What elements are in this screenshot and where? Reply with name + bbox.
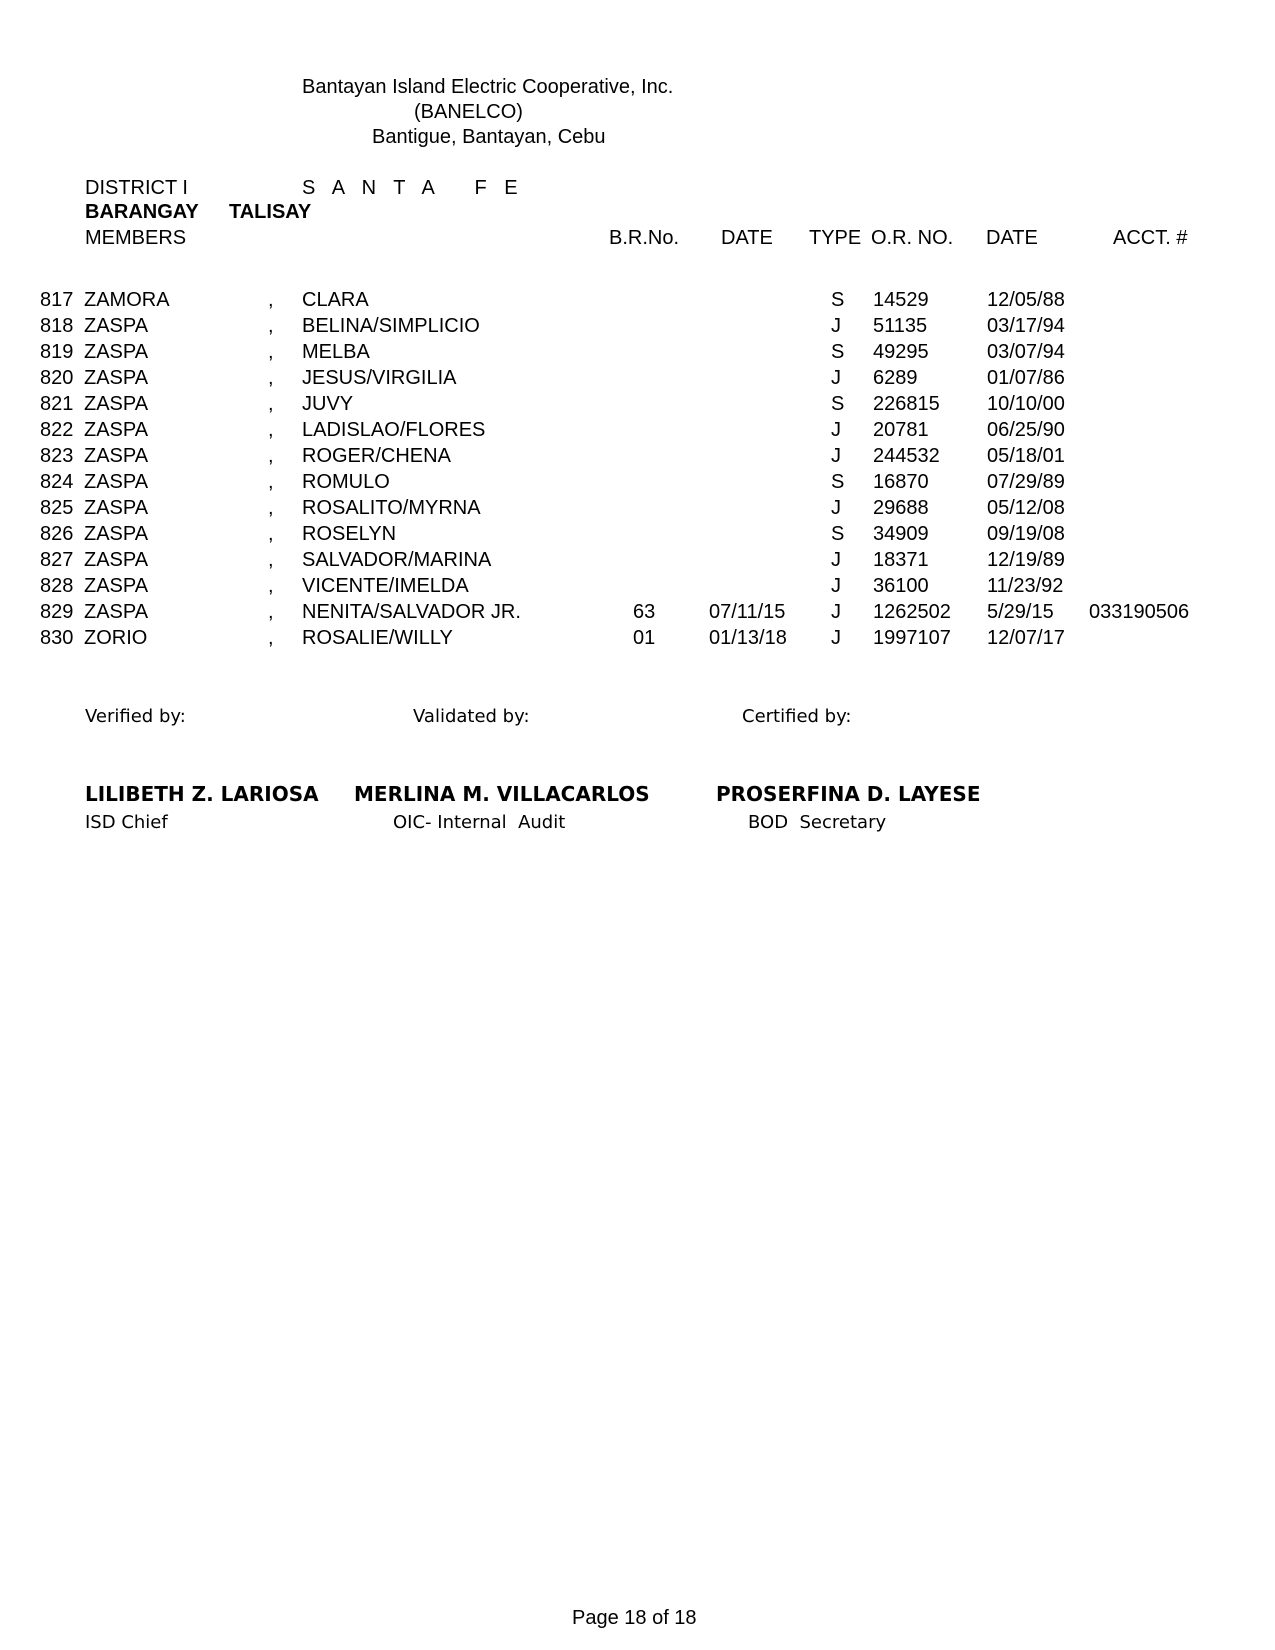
- member-last-name: ZASPA: [84, 315, 149, 337]
- row-number: 829: [40, 601, 74, 623]
- validated-title: OIC- Internal Audit: [393, 812, 566, 833]
- member-last-name: ZASPA: [84, 549, 149, 571]
- member-type: J: [831, 419, 841, 441]
- member-first-name: BELINA/SIMPLICIO: [302, 315, 480, 337]
- member-type: J: [831, 549, 841, 571]
- table-row: [0, 418, 1275, 444]
- certified-name: PROSERFINA D. LAYESE: [716, 782, 981, 806]
- member-type: S: [831, 289, 845, 311]
- name-separator: ,: [268, 419, 274, 441]
- member-first-name: ROMULO: [302, 471, 390, 493]
- col-acct: ACCT. #: [1113, 227, 1188, 249]
- certified-label: Certified by:: [742, 706, 852, 727]
- member-last-name: ZASPA: [84, 575, 149, 597]
- name-separator: ,: [268, 601, 274, 623]
- certified-title: BOD Secretary: [748, 812, 887, 833]
- or-number: 49295: [873, 341, 929, 363]
- row-number: 822: [40, 419, 74, 441]
- or-date: 07/29/89: [987, 471, 1065, 493]
- or-number: 18371: [873, 549, 929, 571]
- member-type: S: [831, 523, 845, 545]
- col-type: TYPE: [809, 227, 862, 249]
- member-first-name: VICENTE/IMELDA: [302, 575, 469, 597]
- member-last-name: ZAMORA: [84, 289, 170, 311]
- member-type: S: [831, 341, 845, 363]
- or-date: 09/19/08: [987, 523, 1065, 545]
- row-number: 824: [40, 471, 74, 493]
- row-number: 828: [40, 575, 74, 597]
- member-type: S: [831, 393, 845, 415]
- org-address: Bantigue, Bantayan, Cebu: [372, 126, 606, 148]
- col-or-no: O.R. NO.: [871, 227, 954, 249]
- row-number: 819: [40, 341, 74, 363]
- col-date2: DATE: [986, 227, 1038, 249]
- member-last-name: ZASPA: [84, 419, 149, 441]
- validated-label: Validated by:: [413, 706, 530, 727]
- or-number: 36100: [873, 575, 929, 597]
- member-last-name: ZASPA: [84, 601, 149, 623]
- or-number: 6289: [873, 367, 918, 389]
- page-number: Page 18 of 18: [572, 1607, 697, 1629]
- br-date: 07/11/15: [709, 601, 786, 623]
- validated-name: MERLINA M. VILLACARLOS: [354, 782, 650, 806]
- members-table: [0, 288, 1275, 652]
- member-type: J: [831, 445, 841, 467]
- or-number: 226815: [873, 393, 940, 415]
- name-separator: ,: [268, 523, 274, 545]
- member-type: J: [831, 315, 841, 337]
- or-date: 11/23/92: [987, 575, 1064, 597]
- table-row: [0, 626, 1275, 652]
- member-first-name: JESUS/VIRGILIA: [302, 367, 457, 389]
- member-last-name: ZASPA: [84, 445, 149, 467]
- barangay-label: BARANGAY: [85, 201, 199, 223]
- or-date: 10/10/00: [987, 393, 1065, 415]
- name-separator: ,: [268, 497, 274, 519]
- or-date: 12/19/89: [987, 549, 1065, 571]
- name-separator: ,: [268, 445, 274, 467]
- table-row: [0, 366, 1275, 392]
- verified-name: LILIBETH Z. LARIOSA: [85, 782, 319, 806]
- member-first-name: ROSALITO/MYRNA: [302, 497, 481, 519]
- member-last-name: ZASPA: [84, 523, 149, 545]
- row-number: 821: [40, 393, 74, 415]
- or-number: 14529: [873, 289, 929, 311]
- name-separator: ,: [268, 315, 274, 337]
- or-number: 1997107: [873, 627, 951, 649]
- table-row: [0, 470, 1275, 496]
- row-number: 826: [40, 523, 74, 545]
- row-number: 825: [40, 497, 74, 519]
- row-number: 830: [40, 627, 74, 649]
- name-separator: ,: [268, 627, 274, 649]
- or-date: 5/29/15: [987, 601, 1054, 623]
- member-last-name: ZASPA: [84, 367, 149, 389]
- or-number: 16870: [873, 471, 929, 493]
- or-date: 05/12/08: [987, 497, 1065, 519]
- member-last-name: ZASPA: [84, 471, 149, 493]
- name-separator: ,: [268, 393, 274, 415]
- member-first-name: CLARA: [302, 289, 369, 311]
- member-first-name: SALVADOR/MARINA: [302, 549, 492, 571]
- member-type: J: [831, 601, 841, 623]
- table-row: [0, 392, 1275, 418]
- or-date: 12/05/88: [987, 289, 1065, 311]
- row-number: 827: [40, 549, 74, 571]
- table-row: [0, 496, 1275, 522]
- member-first-name: ROSELYN: [302, 523, 397, 545]
- name-separator: ,: [268, 575, 274, 597]
- org-abbrev: (BANELCO): [414, 101, 523, 123]
- or-number: 244532: [873, 445, 940, 467]
- or-date: 05/18/01: [987, 445, 1065, 467]
- member-type: J: [831, 367, 841, 389]
- or-number: 29688: [873, 497, 929, 519]
- table-row: [0, 288, 1275, 314]
- or-date: 06/25/90: [987, 419, 1065, 441]
- member-type: S: [831, 471, 845, 493]
- table-row: [0, 340, 1275, 366]
- member-last-name: ZASPA: [84, 497, 149, 519]
- col-members: MEMBERS: [85, 227, 187, 249]
- row-number: 817: [40, 289, 74, 311]
- member-first-name: NENITA/SALVADOR JR.: [302, 601, 521, 623]
- row-number: 820: [40, 367, 74, 389]
- verified-label: Verified by:: [85, 706, 186, 727]
- br-number: 01: [633, 627, 656, 649]
- row-number: 823: [40, 445, 74, 467]
- table-row: [0, 548, 1275, 574]
- name-separator: ,: [268, 471, 274, 493]
- br-number: 63: [633, 601, 656, 623]
- member-last-name: ZORIO: [84, 627, 148, 649]
- barangay-value: TALISAY: [229, 201, 312, 223]
- or-number: 51135: [873, 315, 928, 337]
- account-number: 033190506: [1089, 601, 1190, 623]
- table-row: [0, 444, 1275, 470]
- name-separator: ,: [268, 289, 274, 311]
- name-separator: ,: [268, 341, 274, 363]
- verified-title: ISD Chief: [85, 812, 168, 833]
- member-first-name: ROGER/CHENA: [302, 445, 451, 467]
- table-row: [0, 574, 1275, 600]
- member-first-name: MELBA: [302, 341, 370, 363]
- member-type: J: [831, 627, 841, 649]
- table-row: [0, 314, 1275, 340]
- member-type: J: [831, 575, 841, 597]
- or-date: 01/07/86: [987, 367, 1065, 389]
- or-date: 03/17/94: [987, 315, 1065, 337]
- or-number: 1262502: [873, 601, 951, 623]
- org-name: Bantayan Island Electric Cooperative, Inc.: [302, 76, 674, 98]
- table-row: [0, 522, 1275, 548]
- or-number: 34909: [873, 523, 929, 545]
- br-date: 01/13/18: [709, 627, 787, 649]
- district-label: DISTRICT I: [85, 177, 188, 199]
- name-separator: ,: [268, 549, 274, 571]
- member-first-name: LADISLAO/FLORES: [302, 419, 486, 441]
- name-separator: ,: [268, 367, 274, 389]
- or-number: 20781: [873, 419, 929, 441]
- member-first-name: ROSALIE/WILLY: [302, 627, 453, 649]
- member-last-name: ZASPA: [84, 393, 149, 415]
- or-date: 12/07/17: [987, 627, 1065, 649]
- member-type: J: [831, 497, 841, 519]
- district-value: S A N T A F E: [302, 177, 524, 199]
- col-br-no: B.R.No.: [609, 227, 680, 249]
- row-number: 818: [40, 315, 74, 337]
- col-date: DATE: [721, 227, 773, 249]
- member-last-name: ZASPA: [84, 341, 149, 363]
- member-first-name: JUVY: [302, 393, 354, 415]
- or-date: 03/07/94: [987, 341, 1065, 363]
- table-row: [0, 600, 1275, 626]
